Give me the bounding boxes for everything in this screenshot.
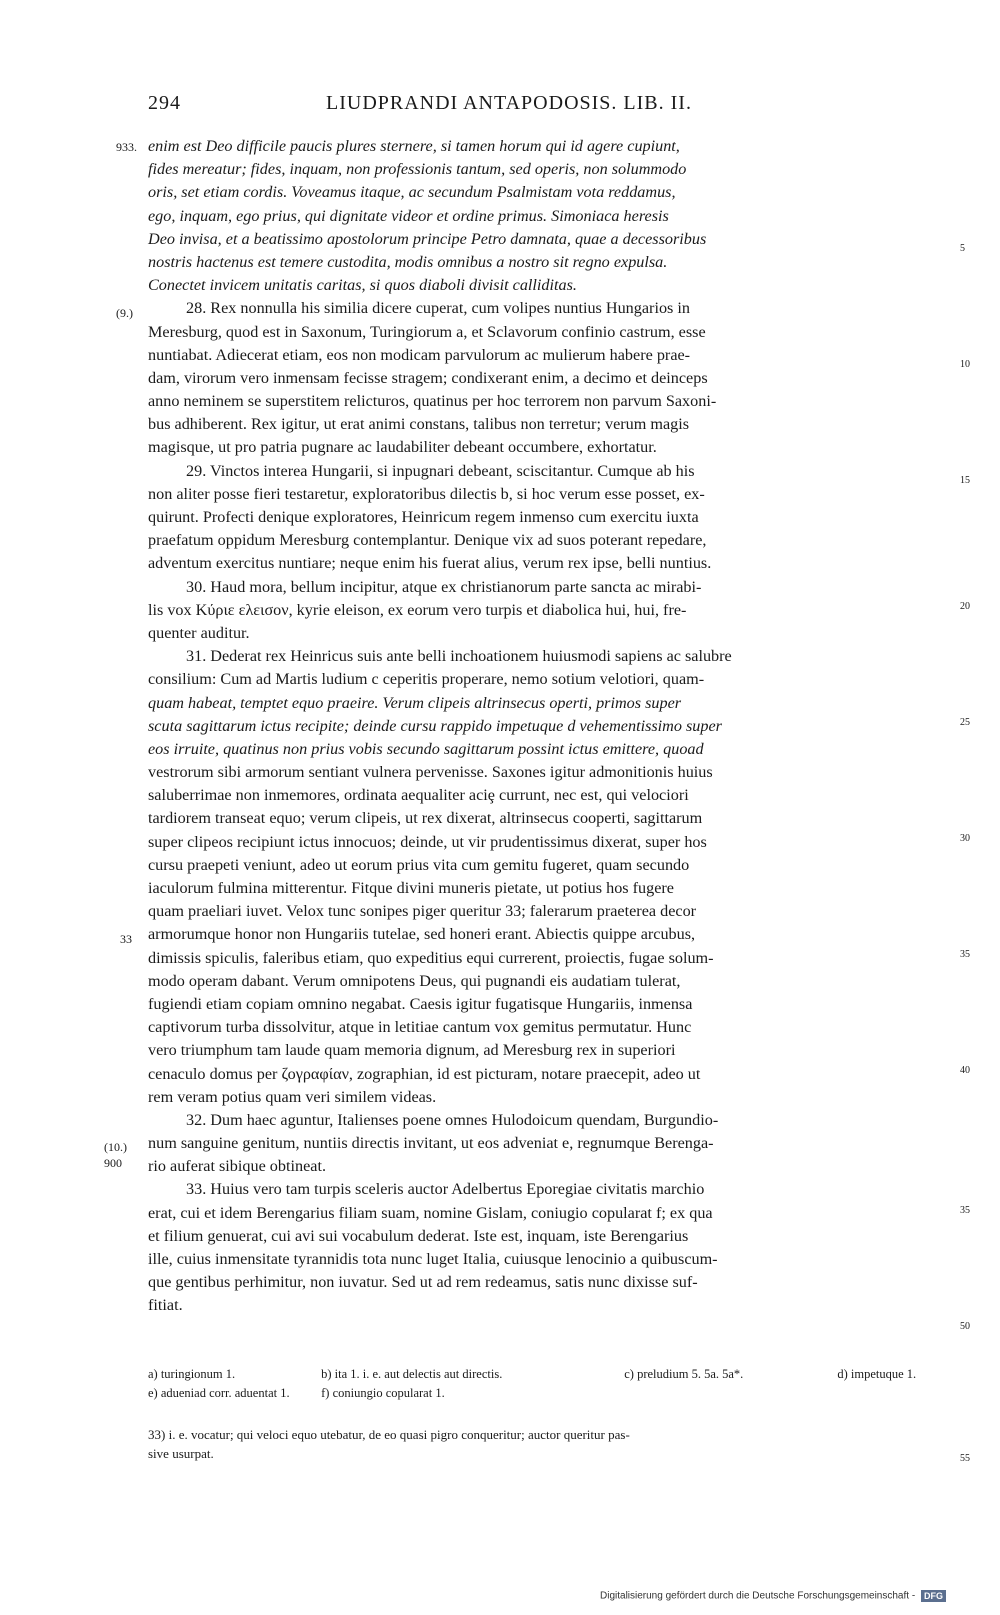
text-line: oris, set etiam cordis. Voveamus itaque, ac secundum Psalmistam vota reddamus, (148, 183, 676, 202)
footnote-row (148, 1365, 948, 1384)
commentary-note (148, 1425, 928, 1463)
commentary-line: 33) i. e. vocatur; qui veloci equo utebatur, de eo quasi pigro conqueritur; auctor queritur pas- (148, 1427, 630, 1442)
footnote-row (148, 1384, 948, 1403)
line-number-45: 35 (960, 1205, 970, 1216)
line-number-30: 30 (960, 833, 970, 844)
chapter-28-start: 28. Rex nonnulla his similia dicere cuperat, cum volipes nuntius Hungarios in (186, 299, 690, 318)
line-number-15: 15 (960, 475, 970, 486)
text-line: bus adhiberent. Rex igitur, ut erat animi constans, talibus non terretur; verum magis (148, 415, 690, 434)
footnote-a: a) turingionum 1. (148, 1367, 236, 1381)
text-line: num sanguine genitum, nuntiis directis invitant, ut eos adveniat e, regnumque Berenga- (148, 1134, 714, 1153)
text-line: erat, cui et idem Berengarius filiam suam, nomine Gislam, coniugio copularat f; ex qua (148, 1203, 713, 1222)
text-line: quam praeliari iuvet. Velox tunc sonipes piger queritur 33; falerarum praeterea decor (148, 902, 697, 921)
text-line: vero triumphum tam laude quam memoria dignum, ad Meresburg rex in superiori (148, 1041, 676, 1060)
text-line: rem veram potius quam veri similem videas. (148, 1087, 437, 1106)
margin-year-900: 900 (104, 1156, 122, 1170)
text-line: non aliter posse fieri testaretur, exploratoribus dilectis b, si hoc verum esse posset, ex- (148, 484, 705, 503)
text-line: cursu praepeti veniunt, adeo ut eorum prius vita cum gemitu fugeret, quam secundo (148, 855, 690, 874)
text-line: ille, cuius inmensitate tyrannidis tota nunc luget Italia, cuiusque lenocinio a quibuscum- (148, 1250, 718, 1268)
footnote-f: f) coniungio copularat 1. (321, 1386, 445, 1400)
text-line: Conectet invicem unitatis caritas, si quos diaboli divisit calliditas. (148, 276, 577, 295)
line-number-50: 50 (960, 1321, 970, 1332)
text-line: cenaculo domus per ζογραφίαν, zographian, id est picturam, notare praecepit, adeo ut (148, 1064, 701, 1083)
line-number-10: 10 (960, 359, 970, 370)
dfg-logo-icon: DFG (921, 1590, 946, 1602)
text-line: saluberrimae non inmemores, ordinata aequaliter aciȩ currunt, nec est, qui velociori (148, 786, 689, 805)
text-line: fitiat. (148, 1296, 183, 1315)
page-number: 294 (148, 92, 181, 114)
text-line: eos irruite, quatinus non prius vobis secundo sagittarum possint ictus emittere, quoad (148, 739, 704, 758)
footnote-d: d) impetuque 1. (837, 1367, 917, 1381)
text-line: ego, inquam, ego prius, qui dignitate videor et ordine primus. Simoniaca heresis (148, 206, 669, 225)
margin-chapter-9: (9.) (116, 306, 133, 320)
text-line: scuta sagittarum ictus recipite; deinde cursu rappido impetuque d vehementissimo super (148, 716, 722, 735)
text-line: tardiorem transeat equo; verum clipeis, ut rex dixerat, altrinsecus cooperti, sagittarum (148, 809, 703, 828)
margin-chapter-10: (10.) (104, 1140, 127, 1154)
text-line: quirunt. Profecti denique exploratores, Heinricum regem inmenso cum exercitu iuxta (148, 508, 699, 526)
text-line: Deo invisa, et a beatissimo apostolorum principe Petro damnata, quae a decessoribus (148, 229, 707, 248)
text-line: dam, virorum vero inmensam fecisse stragem; condixerant enim, a decimo et deinceps (148, 368, 708, 387)
text-line: iaculorum fulmina mitterentur. Fitque divini muneris pietate, ut potius hos fugere (148, 879, 674, 897)
text-line: nostris hactenus est temere custodita, modis omnibus a nostro sit regno expulsa. (148, 252, 668, 271)
chapter-30-start: 30. Haud mora, bellum incipitur, atque ex christianorum parte sancta ac mirabi- (186, 577, 702, 596)
text-line: modo operam dabant. Verum omnipotens Deus, qui pugnandi eis audatiam tulerat, (148, 971, 681, 990)
text-line: fugiendi etiam copiam omnino negabat. Caesis igitur fugatisque Hungariis, inmensa (148, 994, 693, 1013)
text-line: armorumque honor non Hungariis tutelae, sed honeri erant. Abiectis quippe arcubus, (148, 925, 696, 944)
chapter-29-start: 29. Vinctos interea Hungarii, si inpugnari debeant, sciscitantur. Cumque ab his (186, 461, 695, 480)
footer-text: Digitalisierung gefördert durch die Deutsche Forschungsgemeinschaft - (600, 1590, 916, 1602)
text-line: captivorum turba dissolvitur, atque in letitiae cantum vox gemitus permutatur. Hunc (148, 1018, 692, 1037)
commentary-line: sive usurpat. (148, 1446, 214, 1461)
text-line: consilium: Cum ad Martis ludium c ceperitis properare, nemo sotium velotiori, quam- (148, 670, 705, 689)
chapter-31-start: 31. Dederat rex Heinricus suis ante belli inchoationem huiusmodi sapiens ac salubre (186, 647, 732, 666)
text-line: lis vox Κύριε ελεισον, kyrie eleison, ex eorum vero turpis et diabolica hui, hui, fre- (148, 600, 687, 619)
line-number-20: 20 (960, 601, 970, 612)
line-number-55: 55 (960, 1453, 970, 1464)
line-number-5: 5 (960, 243, 965, 254)
margin-year-933: 933. (116, 140, 137, 154)
text-line: rio auferat sibique obtineat. (148, 1157, 326, 1176)
footnote-c: c) preludium 5. 5a. 5a*. (624, 1367, 744, 1381)
text-line: nuntiabat. Adiecerat etiam, eos non modicam parvulorum ac mulierum habere prae- (148, 345, 691, 364)
text-line: quenter auditur. (148, 623, 250, 642)
text-line: fides mereatur; fides, inquam, non professionis tantum, sed operis, non solummodo (148, 160, 687, 179)
line-number-25: 25 (960, 717, 970, 728)
text-line: magisque, ut pro patria pugnare ac laudabiliter debeant occumbere, exhortatur. (148, 438, 657, 457)
line-number-35: 35 (960, 949, 970, 960)
footnote-e: e) adueniad corr. aduentat 1. (148, 1386, 290, 1400)
line-number-40: 40 (960, 1065, 970, 1076)
text-line: dimissis spiculis, faleribus etiam, quo expeditius equi currerent, proiectis, fugae solum- (148, 948, 714, 967)
chapter-33-start: 33. Huius vero tam turpis sceleris auctor Adelbertus Eporegiae civitatis marchio (186, 1180, 705, 1199)
page-title: LIUDPRANDI ANTAPODOSIS. LIB. II. (326, 92, 692, 114)
chapter-32-start: 32. Dum haec aguntur, Italienses poene omnes Hulodoicum quendam, Burgundio- (186, 1110, 719, 1129)
text-line: quam habeat, temptet equo praeire. Verum clipeis altrinsecus operti, primos super (148, 693, 682, 712)
footnote-b: b) ita 1. i. e. aut delectis aut directis. (321, 1367, 503, 1381)
apparatus-footnotes (148, 1365, 948, 1403)
text-line: praefatum oppidum Meresburg contemplantur. Denique vix ad suos poterant repedare, (148, 531, 707, 550)
text-line: enim est Deo difficile paucis plures sternere, si tamen horum qui id agere cupiunt, (148, 137, 680, 155)
text-line: adventum exercitus nuntiare; neque enim his fuerat alius, verum rex ipse, belli nuntius. (148, 554, 712, 573)
body-text (148, 135, 962, 1318)
text-line: super clipeos recipiunt ictus innocuos; deinde, ut vir prudentissimus dixerat, super hos (148, 832, 707, 851)
text-line: anno neminem se superstitem relicturos, quatinus per hoc terrorem non parvum Saxoni- (148, 392, 717, 411)
margin-cross-ref-33: 33 (120, 932, 132, 946)
text-line: Meresburg, quod est in Saxonum, Turingiorum a, et Sclavorum confinio castrum, esse (148, 322, 706, 341)
text-line: et filium genuerat, cui avi sui vocabulum dederat. Iste est, inquam, iste Berengarius (148, 1226, 689, 1245)
digitization-footer (600, 1590, 946, 1602)
text-line: vestrorum sibi armorum sentiant vulnera pervenisse. Saxones igitur admonitionis huius (148, 763, 713, 782)
text-line: que gentibus perhimitur, non iuvatur. Sed ut ad rem redeamus, satis nunc dixisse suf- (148, 1273, 698, 1292)
